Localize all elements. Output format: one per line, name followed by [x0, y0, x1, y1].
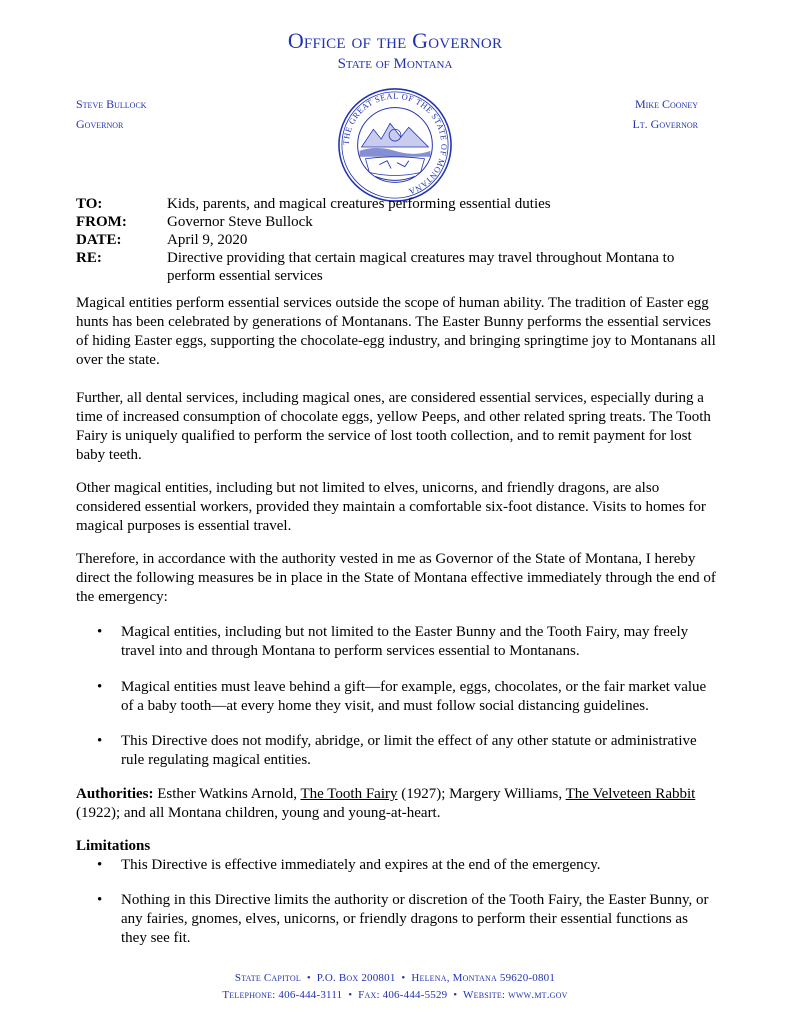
memo-from-value: Governor Steve Bullock — [167, 214, 313, 230]
authorities-text-1: Esther Watkins Arnold, — [153, 786, 301, 802]
governor-title: Governor — [76, 117, 124, 131]
authorities-book-1: The Tooth Fairy — [300, 786, 398, 802]
state-subtitle: State of Montana — [337, 56, 453, 72]
bullet-dot: • — [97, 857, 103, 873]
governor-name: Steve Bullock — [76, 97, 147, 111]
memo-from-row — [76, 213, 716, 231]
memo-re-label: RE: — [76, 250, 102, 266]
limitation-bullet — [76, 891, 716, 948]
paragraph-authority: Therefore, in accordance with the authority vested in me as Governor of the State of Montana, I hereby direct the following measures be in place in the State of Montana effective immediately through the end of the emergency: — [76, 551, 716, 605]
bullet-dot: • — [97, 733, 103, 749]
paragraph-other-entities: Other magical entities, including but not limited to elves, unicorns, and friendly dragons, are also considered essential workers, provided they maintain a comfortable six-foot distance. Visits to homes for magical purposes is essential travel. — [76, 480, 706, 534]
paragraph-easter-bunny: Magical entities perform essential services outside the scope of human ability. The tradition of Easter egg hunts has been celebrated by generations of Montanans. The Easter Bunny performs the essential services of hiding Easter eggs, supporting the chocolate-egg industry, and bringing springtime joy to Montanans all over the state. — [76, 295, 716, 368]
bullet-dot: • — [97, 624, 103, 640]
bullet-dot: • — [97, 679, 103, 695]
limitations-heading: Limitations — [76, 838, 151, 854]
memo-re-value — [167, 249, 716, 285]
governor-block — [76, 94, 147, 134]
memo-date-value: April 9, 2020 — [167, 232, 248, 248]
memo-to-value: Kids, parents, and magical creatures performing essential duties — [167, 196, 551, 212]
lt-governor-name: Mike Cooney — [635, 97, 698, 111]
seal-text: THE GREAT SEAL OF THE STATE OF MONTANA — [341, 91, 449, 197]
memo-re-line2: perform essential services — [167, 268, 323, 284]
lt-governor-block — [632, 94, 698, 134]
authorities-paragraph — [76, 785, 716, 823]
authorities-text-3: (1922); and all Montana children, young and young-at-heart. — [76, 805, 441, 821]
state-seal-icon — [336, 86, 454, 204]
directive-bullet — [76, 732, 716, 770]
memo-from-label: FROM: — [76, 214, 127, 230]
letterhead-footer — [0, 970, 790, 1004]
authorities-text-2: (1927); Margery Williams, — [397, 786, 566, 802]
directive-bullet — [76, 623, 716, 661]
bullet-text: This Directive is effective immediately and expires at the end of the emergency. — [121, 857, 601, 873]
lt-governor-title: Lt. Governor — [632, 117, 698, 131]
memo-date-label: DATE: — [76, 232, 122, 248]
bullet-text: This Directive does not modify, abridge, or limit the effect of any other statute or administrative rule regulating magical entities. — [121, 733, 697, 768]
footer-contact: Telephone: 406-444-3111 • Fax: 406-444-5529 • Website: www.mt.gov — [222, 989, 568, 1001]
bullet-text: Magical entities, including but not limited to the Easter Bunny and the Tooth Fairy, may freely travel into and through Montana to perform services essential to Montanans. — [121, 624, 689, 659]
authorities-book-2: The Velveteen Rabbit — [565, 786, 696, 802]
bullet-dot: • — [97, 892, 103, 908]
memo-to-label: TO: — [76, 196, 103, 212]
memo-to-row — [76, 195, 716, 213]
memo-re-line1: Directive providing that certain magical creatures may travel throughout Montana to — [167, 250, 675, 266]
office-title: Office of the Governor — [287, 28, 503, 53]
paragraph-dental: Further, all dental services, including magical ones, are considered essential services, especially during a time of increased consumption of chocolate eggs, yellow Peeps, and other related spring treats. The Tooth Fairy is uniquely qualified to perform the service of lost tooth collection, and to remit payment for lost baby teeth. — [76, 390, 711, 463]
memo-re-row — [76, 249, 716, 285]
bullet-text: Nothing in this Directive limits the authority or discretion of the Tooth Fairy, the Easter Bunny, or any fairies, gnomes, elves, unicorns, or friendly dragons to perform their essential functions as they see fit. — [121, 892, 709, 946]
authorities-label: Authorities: — [76, 786, 154, 802]
memo-date-row — [76, 231, 716, 249]
footer-address: State Capitol • P.O. Box 200801 • Helena, Montana 59620-0801 — [234, 972, 556, 984]
memo-header — [76, 195, 716, 285]
limitation-bullet — [76, 856, 716, 875]
bullet-text: Magical entities must leave behind a gift—for example, eggs, chocolates, or the fair market value of a baby tooth—at every home they visit, and must follow social distancing guidelines. — [121, 679, 707, 714]
directive-bullet — [76, 678, 716, 716]
